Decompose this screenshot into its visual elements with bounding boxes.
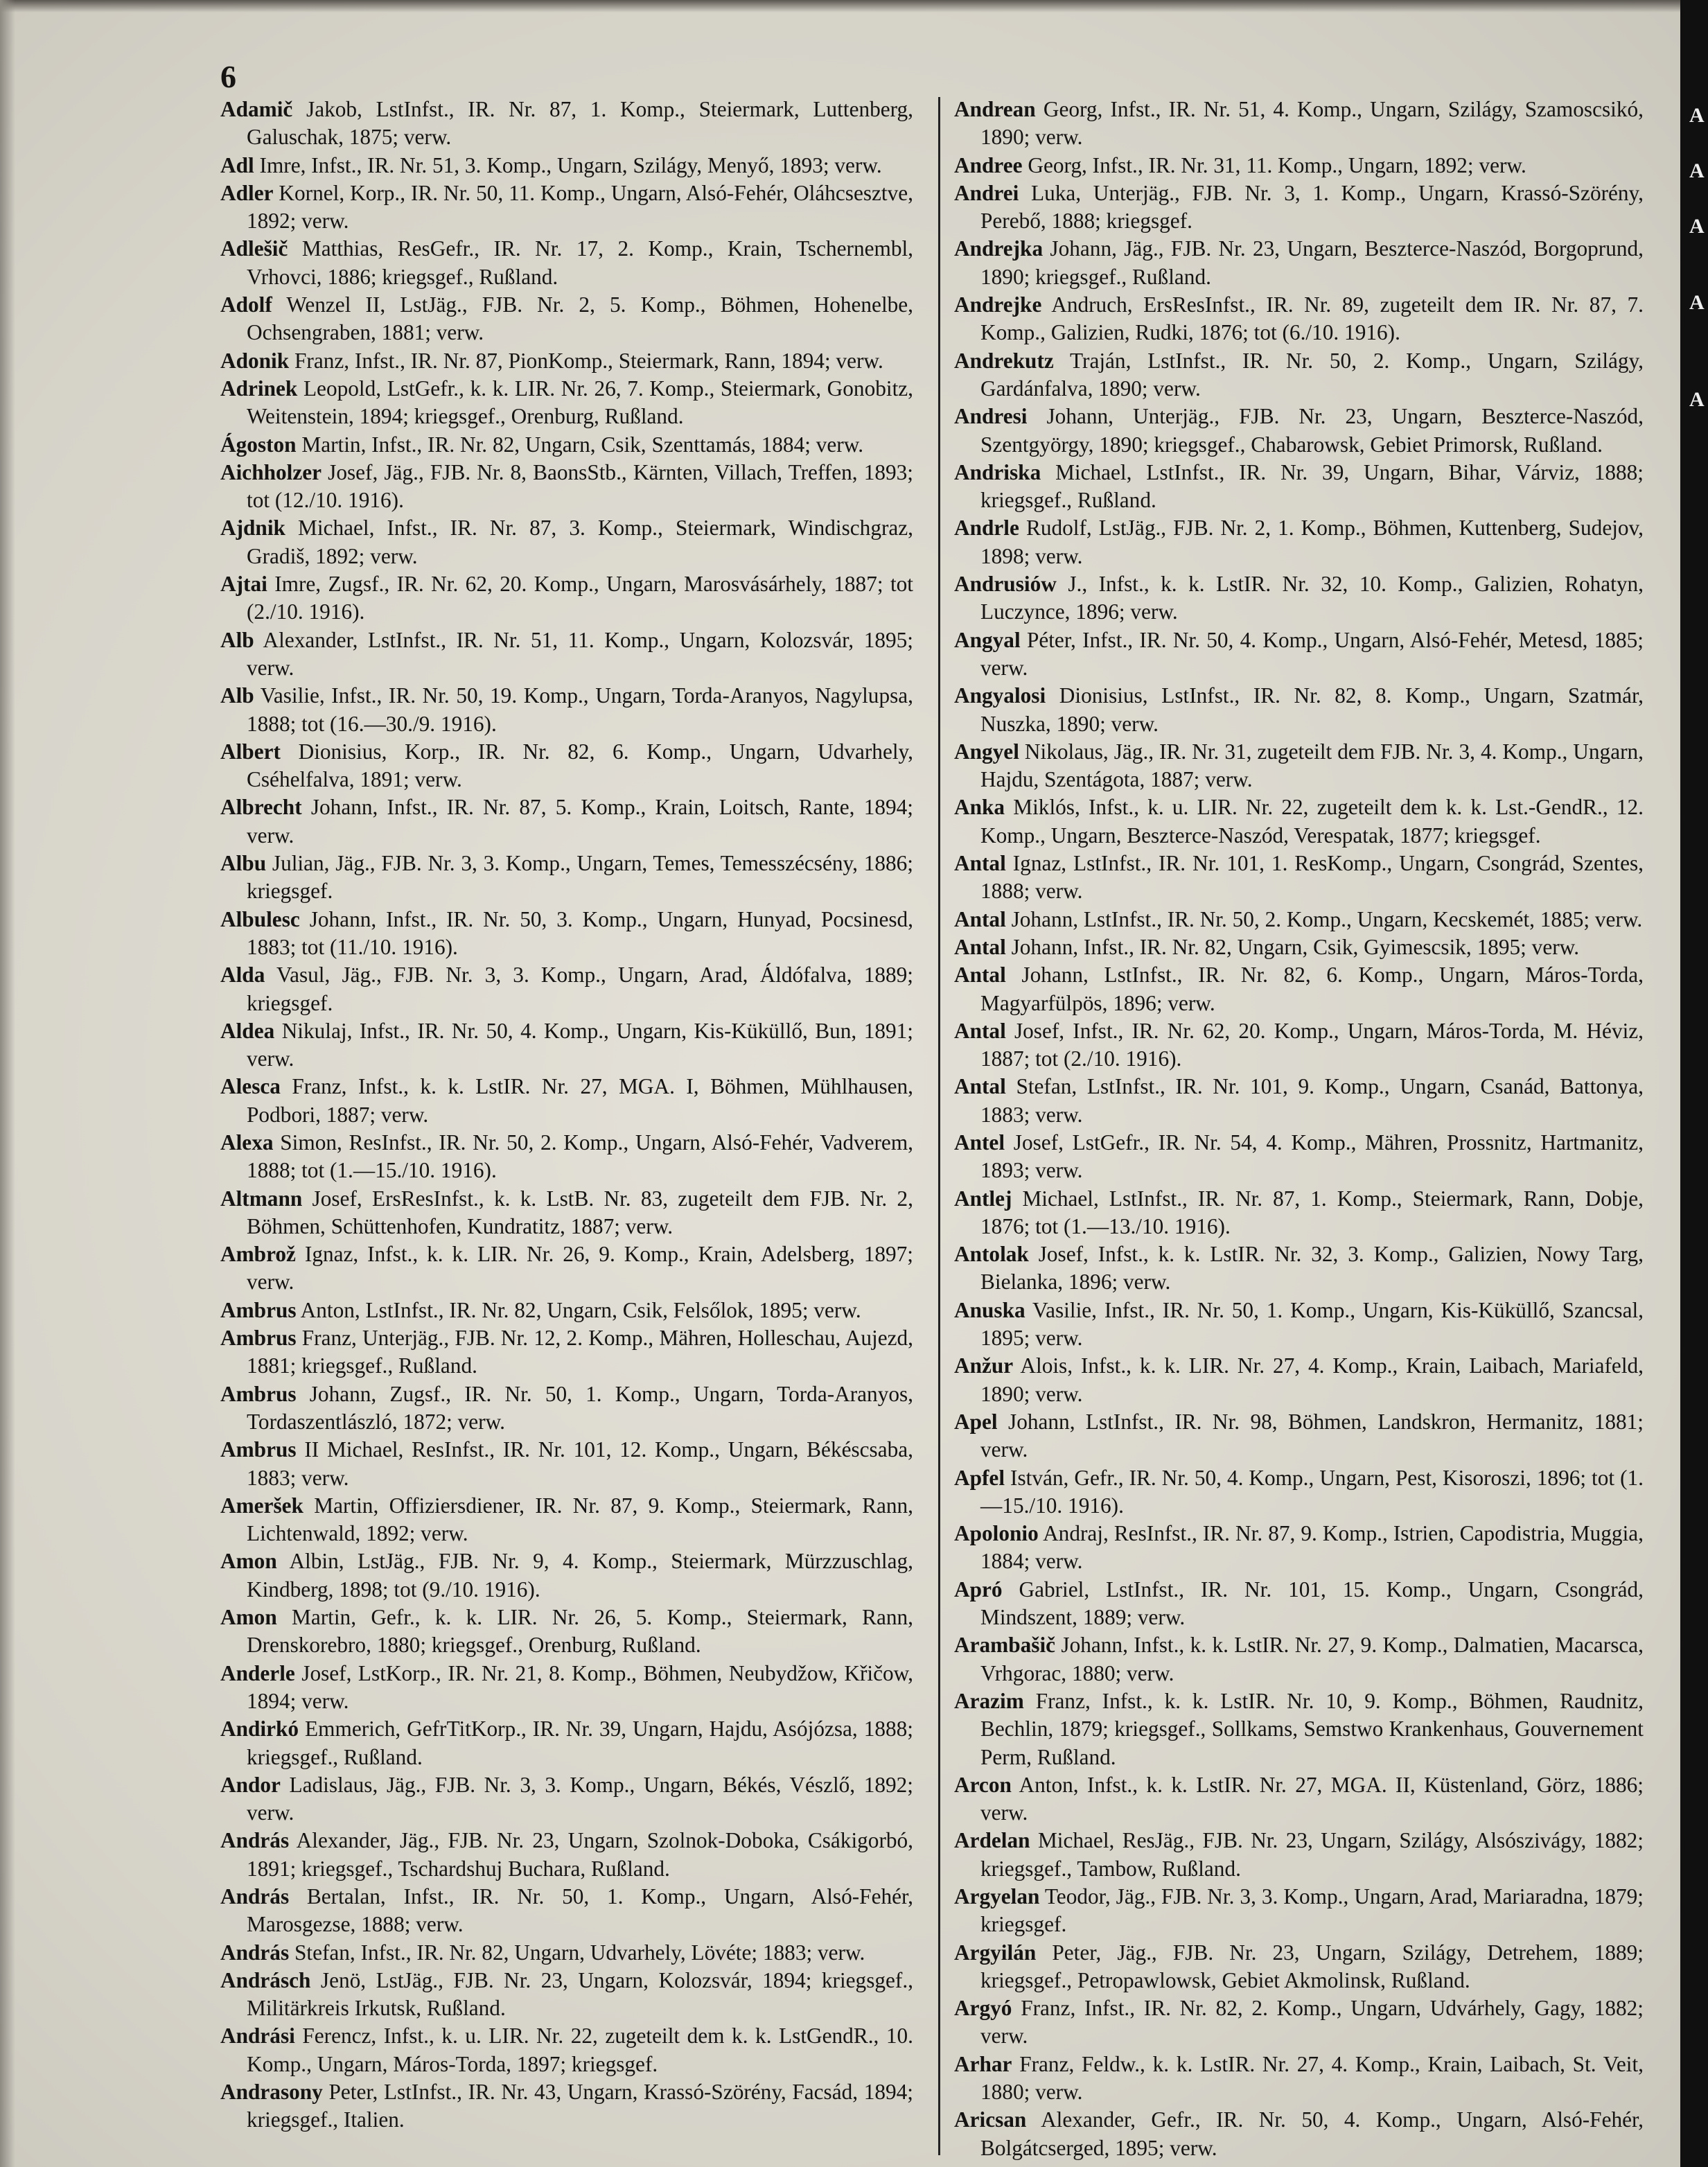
entry-details: Alois, Infst., k. k. LIR. Nr. 27, 4. Komp., Krain, Laibach, Mariafeld, 1890; verw. xyxy=(980,1353,1644,1406)
margin-letter: A xyxy=(1689,104,1705,127)
entry-details: Leopold, LstGefr., k. k. LIR. Nr. 26, 7. Komp., Steiermark, Gonobitz, Weitenstein, 1894; kriegsgef., Orenburg, Rußland. xyxy=(247,376,913,429)
entry-surname: Adolf xyxy=(220,292,272,317)
entry-surname: Albulesc xyxy=(220,906,300,931)
entry-surname: Albrecht xyxy=(220,795,302,820)
list-item xyxy=(954,570,1644,626)
entry-details: Péter, Infst., IR. Nr. 50, 4. Komp., Ungarn, Alsó-Fehér, Metesd, 1885; verw. xyxy=(980,627,1644,680)
entry-surname: Andor xyxy=(220,1772,281,1797)
list-item xyxy=(954,793,1644,850)
list-item xyxy=(954,1576,1644,1632)
entry-details: Kornel, Korp., IR. Nr. 50, 11. Komp., Ungarn, Alsó-Fehér, Oláhcsesztve, 1892; verw. xyxy=(247,180,913,234)
entry-surname: Argyó xyxy=(954,1996,1012,2021)
list-item xyxy=(954,1939,1644,1995)
entry-details: Julian, Jäg., FJB. Nr. 3, 3. Komp., Ungarn, Temes, Temesszécsény, 1886; kriegsgef. xyxy=(247,851,913,904)
entry-surname: Arcon xyxy=(954,1772,1012,1797)
entry-details: Martin, Offiziersdiener, IR. Nr. 87, 9. Komp., Steiermark, Rann, Lichtenwald, 1892; verw. xyxy=(247,1493,913,1546)
list-item xyxy=(220,459,913,515)
entry-surname: Apel xyxy=(954,1409,998,1434)
margin-letter: A xyxy=(1689,291,1705,314)
entry-surname: Alesca xyxy=(220,1074,281,1099)
list-item xyxy=(220,1073,913,1129)
entry-details: Johann, LstInfst., IR. Nr. 50, 2. Komp., Ungarn, Kecskemét, 1885; verw. xyxy=(1005,906,1643,931)
list-item xyxy=(954,906,1644,933)
list-item xyxy=(220,961,913,1017)
entry-details: Johann, Infst., IR. Nr. 82, Ungarn, Csik, Gyimescsik, 1895; verw. xyxy=(1005,934,1580,959)
list-item xyxy=(220,1240,913,1297)
list-item xyxy=(220,1827,913,1883)
entry-details: Luka, Unterjäg., FJB. Nr. 3, 1. Komp., Ungarn, Krassó-Szörény, Perebő, 1888; kriegsgef. xyxy=(980,180,1644,234)
entry-details: Johann, LstInfst., IR. Nr. 82, 6. Komp., Ungarn, Máros-Torda, Magyarfülpös, 1896; verw. xyxy=(980,963,1644,1015)
entry-details: Johann, Jäg., FJB. Nr. 23, Ungarn, Beszterce-Naszód, Borgoprund, 1890; kriegsgef., Rußland. xyxy=(980,236,1644,289)
list-item xyxy=(220,850,913,906)
list-item xyxy=(954,738,1644,794)
entry-surname: Ambrus xyxy=(220,1381,297,1406)
entry-surname: Andrusiów xyxy=(954,572,1057,597)
entry-surname: Andrejke xyxy=(954,292,1042,317)
list-item xyxy=(220,235,913,291)
entry-surname: Andree xyxy=(954,152,1023,177)
entry-surname: Andrekutz xyxy=(954,348,1054,373)
entry-details: Stefan, Infst., IR. Nr. 82, Ungarn, Udvarhely, Lövéte; 1883; verw. xyxy=(289,1940,865,1965)
entry-surname: Antal xyxy=(954,934,1006,959)
entry-surname: Adrinek xyxy=(220,376,298,401)
list-item xyxy=(954,347,1644,403)
entry-surname: Aricsan xyxy=(954,2107,1027,2132)
list-item xyxy=(954,1073,1644,1129)
entry-surname: Arhar xyxy=(954,2051,1012,2076)
entry-surname: Anžur xyxy=(954,1353,1014,1378)
list-item xyxy=(954,235,1644,291)
right-column xyxy=(954,96,1644,2162)
entry-details: Stefan, LstInfst., IR. Nr. 101, 9. Komp., Ungarn, Csanád, Battonya, 1883; verw. xyxy=(980,1074,1644,1127)
entry-surname: Altmann xyxy=(220,1186,303,1211)
entry-details: Michael, LstInfst., IR. Nr. 39, Ungarn, Bihar, Várviz, 1888; kriegsgef., Rußland. xyxy=(980,459,1644,513)
entry-details: Vasilie, Infst., IR. Nr. 50, 1. Komp., Ungarn, Kis-Küküllő, Szancsal, 1895; verw. xyxy=(980,1297,1644,1351)
list-item xyxy=(220,1660,913,1716)
entry-details: Georg, Infst., IR. Nr. 31, 11. Komp., Ungarn, 1892; verw. xyxy=(1022,152,1526,177)
list-item xyxy=(220,570,913,626)
entry-details: Peter, LstInfst., IR. Nr. 43, Ungarn, Krassó-Szörény, Facsád, 1894; kriegsgef., Italien. xyxy=(247,2080,913,2132)
entry-surname: Adlešič xyxy=(220,236,288,261)
entry-details: Vasul, Jäg., FJB. Nr. 3, 3. Komp., Ungarn, Arad, Áldófalva, 1889; kriegsgef. xyxy=(247,963,913,1015)
entry-surname: Apfel xyxy=(954,1465,1005,1490)
entry-details: Matthias, ResGefr., IR. Nr. 17, 2. Komp., Krain, Tschernembl, Vrhovci, 1886; kriegsgef., Rußland. xyxy=(247,236,913,289)
entry-surname: Amon xyxy=(220,1549,277,1574)
page-top-shadow xyxy=(0,0,1708,12)
entry-surname: Andrásch xyxy=(220,1967,311,1992)
list-item xyxy=(954,2051,1644,2107)
list-item xyxy=(220,1604,913,1660)
list-item xyxy=(220,431,913,459)
entry-surname: Antal xyxy=(954,1074,1006,1099)
entry-details: Johann, Infst., k. k. LstIR. Nr. 27, 9. Komp., Dalmatien, Macarsca, Vrhgorac, 1880; verw. xyxy=(980,1633,1644,1685)
entry-details: Dionisius, LstInfst., IR. Nr. 82, 8. Komp., Ungarn, Szatmár, Nuszka, 1890; verw. xyxy=(980,683,1644,736)
entry-surname: Antal xyxy=(954,963,1006,988)
entry-surname: Antal xyxy=(954,906,1006,931)
entry-surname: Alb xyxy=(220,683,254,708)
list-item xyxy=(220,906,913,962)
binding-edge xyxy=(1680,0,1708,2167)
entry-surname: Adamič xyxy=(220,97,293,121)
list-item xyxy=(220,96,913,152)
entry-surname: Andrejka xyxy=(954,236,1044,261)
entry-details: Traján, LstInfst., IR. Nr. 50, 2. Komp., Ungarn, Szilágy, Gardánfalva, 1890; verw. xyxy=(980,348,1644,401)
entry-surname: Ambrus xyxy=(220,1297,297,1322)
entry-surname: Alexa xyxy=(220,1130,274,1155)
list-item xyxy=(954,1827,1644,1883)
entry-surname: Amon xyxy=(220,1605,277,1630)
list-item xyxy=(220,1297,913,1324)
list-item xyxy=(954,1408,1644,1464)
list-item xyxy=(954,1883,1644,1939)
entry-surname: Andrási xyxy=(220,2024,295,2048)
list-item xyxy=(954,514,1644,570)
entry-details: Georg, Infst., IR. Nr. 51, 4. Komp., Ungarn, Szilágy, Szamoscsikó, 1890; verw. xyxy=(980,97,1644,150)
entry-details: Simon, ResInfst., IR. Nr. 50, 2. Komp., Ungarn, Alsó-Fehér, Vadverem, 1888; tot (1.—15./10. 1916). xyxy=(247,1130,913,1183)
entry-surname: Angyal xyxy=(954,627,1021,652)
entry-details: Josef, Infst., IR. Nr. 62, 20. Komp., Ungarn, Máros-Torda, M. Héviz, 1887; tot (2./10. 1916). xyxy=(980,1018,1644,1071)
list-item xyxy=(220,1017,913,1073)
entry-surname: Adonik xyxy=(220,348,290,373)
entry-details: II Michael, ResInfst., IR. Nr. 101, 12. Komp., Ungarn, Békéscsaba, 1883; verw. xyxy=(247,1437,913,1490)
list-item xyxy=(954,179,1644,236)
entry-details: Alexander, Gefr., IR. Nr. 50, 4. Komp., Ungarn, Alsó-Fehér, Bolgátcserged, 1895; verw. xyxy=(980,2107,1644,2160)
entry-details: Wenzel II, LstJäg., FJB. Nr. 2, 5. Komp., Böhmen, Hohenelbe, Ochsengraben, 1881; verw. xyxy=(247,292,913,345)
list-item xyxy=(954,1017,1644,1073)
list-item xyxy=(220,738,913,794)
entry-details: Ladislaus, Jäg., FJB. Nr. 3, 3. Komp., Ungarn, Békés, Vészlő, 1892; verw. xyxy=(247,1772,913,1825)
entry-surname: Apró xyxy=(954,1577,1003,1602)
entry-surname: Aldea xyxy=(220,1018,275,1043)
list-item xyxy=(954,1687,1644,1771)
entry-details: Josef, ErsResInfst., k. k. LstB. Nr. 83, zugeteilt dem FJB. Nr. 2, Böhmen, Schüttenhofen, Kundratitz, 1887; verw. xyxy=(247,1186,913,1238)
list-item xyxy=(954,403,1644,459)
entry-details: Nikolaus, Jäg., IR. Nr. 31, zugeteilt dem FJB. Nr. 3, 4. Komp., Ungarn, Hajdu, Szentágota, 1887; verw. xyxy=(980,739,1644,792)
entry-details: Anton, LstInfst., IR. Nr. 82, Ungarn, Csik, Felsőlok, 1895; verw. xyxy=(296,1297,861,1322)
entry-surname: Antal xyxy=(954,1018,1006,1043)
entry-details: Bertalan, Infst., IR. Nr. 50, 1. Komp., Ungarn, Alsó-Fehér, Marosgezse, 1888; verw. xyxy=(247,1884,913,1937)
entry-details: Peter, Jäg., FJB. Nr. 23, Ungarn, Szilágy, Detrehem, 1889; kriegsgef., Petropawlowsk, Gebiet Akmolinsk, Rußland. xyxy=(980,1940,1644,1992)
entry-details: Jenö, LstJäg., FJB. Nr. 23, Ungarn, Kolozsvár, 1894; kriegsgef., Militärkreis Irkutsk, Rußland. xyxy=(247,1967,913,2021)
entry-surname: Andriska xyxy=(954,459,1041,484)
entry-surname: Albu xyxy=(220,851,267,876)
entry-details: Johann, Infst., IR. Nr. 87, 5. Komp., Krain, Loitsch, Rante, 1894; verw. xyxy=(247,795,913,848)
list-item xyxy=(220,1380,913,1437)
entry-surname: Angyel xyxy=(954,739,1019,764)
entry-surname: András xyxy=(220,1884,290,1909)
entry-surname: Anka xyxy=(954,795,1005,820)
entry-details: Alexander, LstInfst., IR. Nr. 51, 11. Komp., Ungarn, Kolozsvár, 1895; verw. xyxy=(247,627,913,680)
list-item xyxy=(954,933,1644,961)
entry-surname: Ajdnik xyxy=(220,516,285,541)
entry-details: Ignaz, LstInfst., IR. Nr. 101, 1. ResKomp., Ungarn, Csongrád, Szentes, 1888; verw. xyxy=(980,851,1644,904)
entry-details: Jakob, LstInfst., IR. Nr. 87, 1. Komp., Steiermark, Luttenberg, Galuschak, 1875; verw. xyxy=(247,97,913,150)
list-item xyxy=(220,1715,913,1771)
list-item xyxy=(954,850,1644,906)
entry-surname: Alda xyxy=(220,963,265,988)
list-item xyxy=(220,626,913,683)
entry-surname: Andrasony xyxy=(220,2080,323,2105)
list-item xyxy=(954,1464,1644,1520)
entry-details: Franz, Infst., k. k. LstIR. Nr. 10, 9. Komp., Böhmen, Raudnitz, Bechlin, 1879; kriegsgef., Sollkams, Semstwo Krankenhaus, Gouvernement Perm, Rußland. xyxy=(980,1688,1644,1769)
entry-surname: Arambašič xyxy=(954,1633,1056,1658)
entry-details: Imre, Zugsf., IR. Nr. 62, 20. Komp., Ungarn, Marosvásárhely, 1887; tot (2./10. 1916). xyxy=(247,572,913,624)
entry-details: Rudolf, LstJäg., FJB. Nr. 2, 1. Komp., Böhmen, Kuttenberg, Sudejov, 1898; verw. xyxy=(980,516,1644,568)
entry-details: Miklós, Infst., k. u. LIR. Nr. 22, zugeteilt dem k. k. Lst.-GendR., 12. Komp., Ungarn, Beszterce-Naszód, Verespatak, 1877; kriegsgef. xyxy=(980,795,1644,848)
entry-details: Andruch, ErsResInfst., IR. Nr. 89, zugeteilt dem IR. Nr. 87, 7. Komp., Galizien, Rudki, 1876; tot (6./10. 1916). xyxy=(980,292,1644,345)
entry-surname: Adler xyxy=(220,180,274,205)
entry-surname: Ágoston xyxy=(220,432,297,457)
list-item xyxy=(954,291,1644,347)
entry-details: Albin, LstJäg., FJB. Nr. 9, 4. Komp., Steiermark, Mürzzuschlag, Kindberg, 1898; tot (9./10. 1916). xyxy=(247,1549,913,1602)
entry-surname: Ambrus xyxy=(220,1437,297,1462)
list-item xyxy=(220,2078,913,2134)
entry-surname: Ardelan xyxy=(954,1828,1030,1853)
column-divider xyxy=(938,97,940,2155)
list-item xyxy=(220,375,913,431)
list-item xyxy=(954,1297,1644,1353)
entry-details: Josef, LstGefr., IR. Nr. 54, 4. Komp., Mähren, Prossnitz, Hartmanitz, 1893; verw. xyxy=(980,1130,1644,1183)
entry-surname: Antlej xyxy=(954,1186,1012,1211)
list-item xyxy=(954,1240,1644,1297)
list-item xyxy=(220,1492,913,1548)
list-item xyxy=(954,2106,1644,2162)
list-item xyxy=(954,1631,1644,1687)
entry-surname: Alb xyxy=(220,627,254,652)
entry-surname: Albert xyxy=(220,739,281,764)
entry-details: Martin, Gefr., k. k. LIR. Nr. 26, 5. Komp., Steiermark, Rann, Drenskorebro, 1880; kriegsgef., Orenburg, Rußland. xyxy=(247,1605,913,1658)
entry-surname: Arazim xyxy=(954,1688,1024,1713)
entry-surname: Adl xyxy=(220,152,254,177)
entry-details: Michael, Infst., IR. Nr. 87, 3. Komp., Steiermark, Windischgraz, Gradiš, 1892; verw. xyxy=(247,516,913,568)
list-item xyxy=(954,96,1644,152)
entry-details: Emmerich, GefrTitKorp., IR. Nr. 39, Ungarn, Hajdu, Asójózsa, 1888; kriegsgef., Rußland. xyxy=(247,1717,913,1769)
entry-surname: Andrei xyxy=(954,180,1019,205)
list-item xyxy=(220,2022,913,2078)
list-item xyxy=(220,1967,913,2023)
entry-surname: Argyilán xyxy=(954,1940,1037,1965)
entry-details: Franz, Infst., IR. Nr. 82, 2. Komp., Ungarn, Udvárhely, Gagy, 1882; verw. xyxy=(980,1996,1644,2048)
list-item xyxy=(954,152,1644,179)
entry-details: Imre, Infst., IR. Nr. 51, 3. Komp., Ungarn, Szilágy, Menyő, 1893; verw. xyxy=(254,152,882,177)
entry-details: Johann, LstInfst., IR. Nr. 98, Böhmen, Landskron, Hermanitz, 1881; verw. xyxy=(980,1409,1644,1462)
list-item xyxy=(220,179,913,236)
entry-surname: Argyelan xyxy=(954,1884,1040,1909)
entry-details: Martin, Infst., IR. Nr. 82, Ungarn, Csik, Szenttamás, 1884; verw. xyxy=(296,432,864,457)
list-item xyxy=(954,1185,1644,1241)
list-item xyxy=(220,1883,913,1939)
entry-details: Teodor, Jäg., FJB. Nr. 3, 3. Komp., Ungarn, Arad, Mariaradna, 1879; kriegsgef. xyxy=(980,1884,1644,1937)
margin-letter: A xyxy=(1689,159,1705,182)
entry-details: Nikulaj, Infst., IR. Nr. 50, 4. Komp., Ungarn, Kis-Küküllő, Bun, 1891; verw. xyxy=(247,1018,913,1071)
entry-details: Ferencz, Infst., k. u. LIR. Nr. 22, zugeteilt dem k. k. LstGendR., 10. Komp., Ungarn, Máros-Torda, 1897; kriegsgef. xyxy=(247,2024,913,2076)
list-item xyxy=(220,514,913,570)
list-item xyxy=(954,1994,1644,2051)
entry-surname: Apolonio xyxy=(954,1521,1039,1546)
entry-details: Franz, Infst., IR. Nr. 87, PionKomp., Steiermark, Rann, 1894; verw. xyxy=(289,348,883,373)
entry-details: Josef, Infst., k. k. LstIR. Nr. 32, 3. Komp., Galizien, Nowy Targ, Bielanka, 1896; verw. xyxy=(980,1242,1644,1295)
list-item xyxy=(220,1436,913,1492)
left-column xyxy=(220,96,913,2134)
page-number: 6 xyxy=(220,59,236,94)
list-item xyxy=(954,1771,1644,1827)
entry-surname: András xyxy=(220,1828,290,1853)
entry-surname: Anuska xyxy=(954,1297,1025,1322)
entry-details: Anton, Infst., k. k. LstIR. Nr. 27, MGA. II, Küstenland, Görz, 1886; verw. xyxy=(980,1772,1644,1825)
page-left-shadow xyxy=(0,0,15,2167)
entry-details: Vasilie, Infst., IR. Nr. 50, 19. Komp., Ungarn, Torda-Aranyos, Nagylupsa, 1888; tot (16.—30./9. 1916). xyxy=(247,683,913,736)
entry-surname: Ajtai xyxy=(220,572,267,597)
entry-surname: Aichholzer xyxy=(220,459,322,484)
entry-details: J., Infst., k. k. LstIR. Nr. 32, 10. Komp., Galizien, Rohatyn, Luczynce, 1896; verw. xyxy=(980,572,1644,624)
margin-letter: A xyxy=(1689,215,1705,238)
list-item xyxy=(220,682,913,738)
entry-details: Alexander, Jäg., FJB. Nr. 23, Ungarn, Szolnok-Doboka, Csákigorbó, 1891; kriegsgef., Tschardshuj Buchara, Rußland. xyxy=(247,1828,913,1881)
list-item xyxy=(220,291,913,347)
margin-letter: A xyxy=(1689,388,1705,411)
entry-surname: Andrean xyxy=(954,97,1036,121)
entry-surname: Antal xyxy=(954,851,1006,876)
list-item xyxy=(220,152,913,179)
list-item xyxy=(220,1129,913,1185)
list-item xyxy=(954,1129,1644,1185)
list-item xyxy=(220,793,913,850)
entry-surname: Ambrus xyxy=(220,1326,297,1351)
entry-details: Andraj, ResInfst., IR. Nr. 87, 9. Komp., Istrien, Capodistria, Muggia, 1884; verw. xyxy=(980,1521,1644,1574)
entry-surname: Angyalosi xyxy=(954,683,1046,708)
list-item xyxy=(220,1939,913,1967)
entry-details: Johann, Infst., IR. Nr. 50, 3. Komp., Ungarn, Hunyad, Pocsinesd, 1883; tot (11./10. 1916). xyxy=(247,906,913,959)
list-item xyxy=(954,682,1644,738)
list-item xyxy=(220,1185,913,1241)
entry-details: Michael, ResJäg., FJB. Nr. 23, Ungarn, Szilágy, Alsószivágy, 1882; kriegsgef., Tambow, Rußland. xyxy=(980,1828,1644,1881)
list-item xyxy=(220,1324,913,1380)
list-item xyxy=(954,1520,1644,1576)
entry-details: Gabriel, LstInfst., IR. Nr. 101, 15. Komp., Ungarn, Csongrád, Mindszent, 1889; verw. xyxy=(980,1577,1644,1630)
entry-surname: Andrle xyxy=(954,516,1019,541)
entry-surname: András xyxy=(220,1940,290,1965)
entry-details: Dionisius, Korp., IR. Nr. 82, 6. Komp., Ungarn, Udvarhely, Cséhelfalva, 1891; verw. xyxy=(247,739,913,792)
entry-surname: Anderle xyxy=(220,1660,295,1685)
entry-details: István, Gefr., IR. Nr. 50, 4. Komp., Ungarn, Pest, Kisoroszi, 1896; tot (1.—15./10. 1916). xyxy=(980,1465,1644,1518)
list-item xyxy=(954,961,1644,1017)
entry-surname: Andresi xyxy=(954,404,1028,429)
entry-surname: Andirkó xyxy=(220,1717,299,1742)
entry-details: Franz, Feldw., k. k. LstIR. Nr. 27, 4. Komp., Krain, Laibach, St. Veit, 1880; verw. xyxy=(980,2051,1644,2105)
list-item xyxy=(954,626,1644,683)
entry-details: Michael, LstInfst., IR. Nr. 87, 1. Komp., Steiermark, Rann, Dobje, 1876; tot (1.—13./10. 1916). xyxy=(980,1186,1644,1238)
entry-details: Franz, Unterjäg., FJB. Nr. 12, 2. Komp., Mähren, Holleschau, Aujezd, 1881; kriegsgef., Rußland. xyxy=(247,1326,913,1378)
entry-surname: Ameršek xyxy=(220,1493,303,1518)
entry-surname: Ambrož xyxy=(220,1242,296,1267)
list-item xyxy=(220,347,913,375)
list-item xyxy=(220,1547,913,1604)
entry-details: Franz, Infst., k. k. LstIR. Nr. 27, MGA. I, Böhmen, Mühlhausen, Podbori, 1887; verw. xyxy=(247,1074,913,1127)
list-item xyxy=(220,1771,913,1827)
entry-details: Ignaz, Infst., k. k. LIR. Nr. 26, 9. Komp., Krain, Adelsberg, 1897; verw. xyxy=(247,1242,913,1295)
entry-details: Johann, Unterjäg., FJB. Nr. 23, Ungarn, Beszterce-Naszód, Szentgyörgy, 1890; kriegsgef., Chabarowsk, Gebiet Primorsk, Rußland. xyxy=(980,404,1644,457)
entry-details: Josef, LstKorp., IR. Nr. 21, 8. Komp., Böhmen, Neubydžow, Křičow, 1894; verw. xyxy=(247,1660,913,1713)
entry-surname: Antel xyxy=(954,1130,1005,1155)
list-item xyxy=(954,1352,1644,1408)
entry-details: Johann, Zugsf., IR. Nr. 50, 1. Komp., Ungarn, Torda-Aranyos, Tordaszentlászló, 1872; verw. xyxy=(247,1381,913,1434)
entry-surname: Antolak xyxy=(954,1242,1029,1267)
entry-details: Josef, Jäg., FJB. Nr. 8, BaonsStb., Kärnten, Villach, Treffen, 1893; tot (12./10. 1916). xyxy=(247,459,913,513)
list-item xyxy=(954,459,1644,515)
